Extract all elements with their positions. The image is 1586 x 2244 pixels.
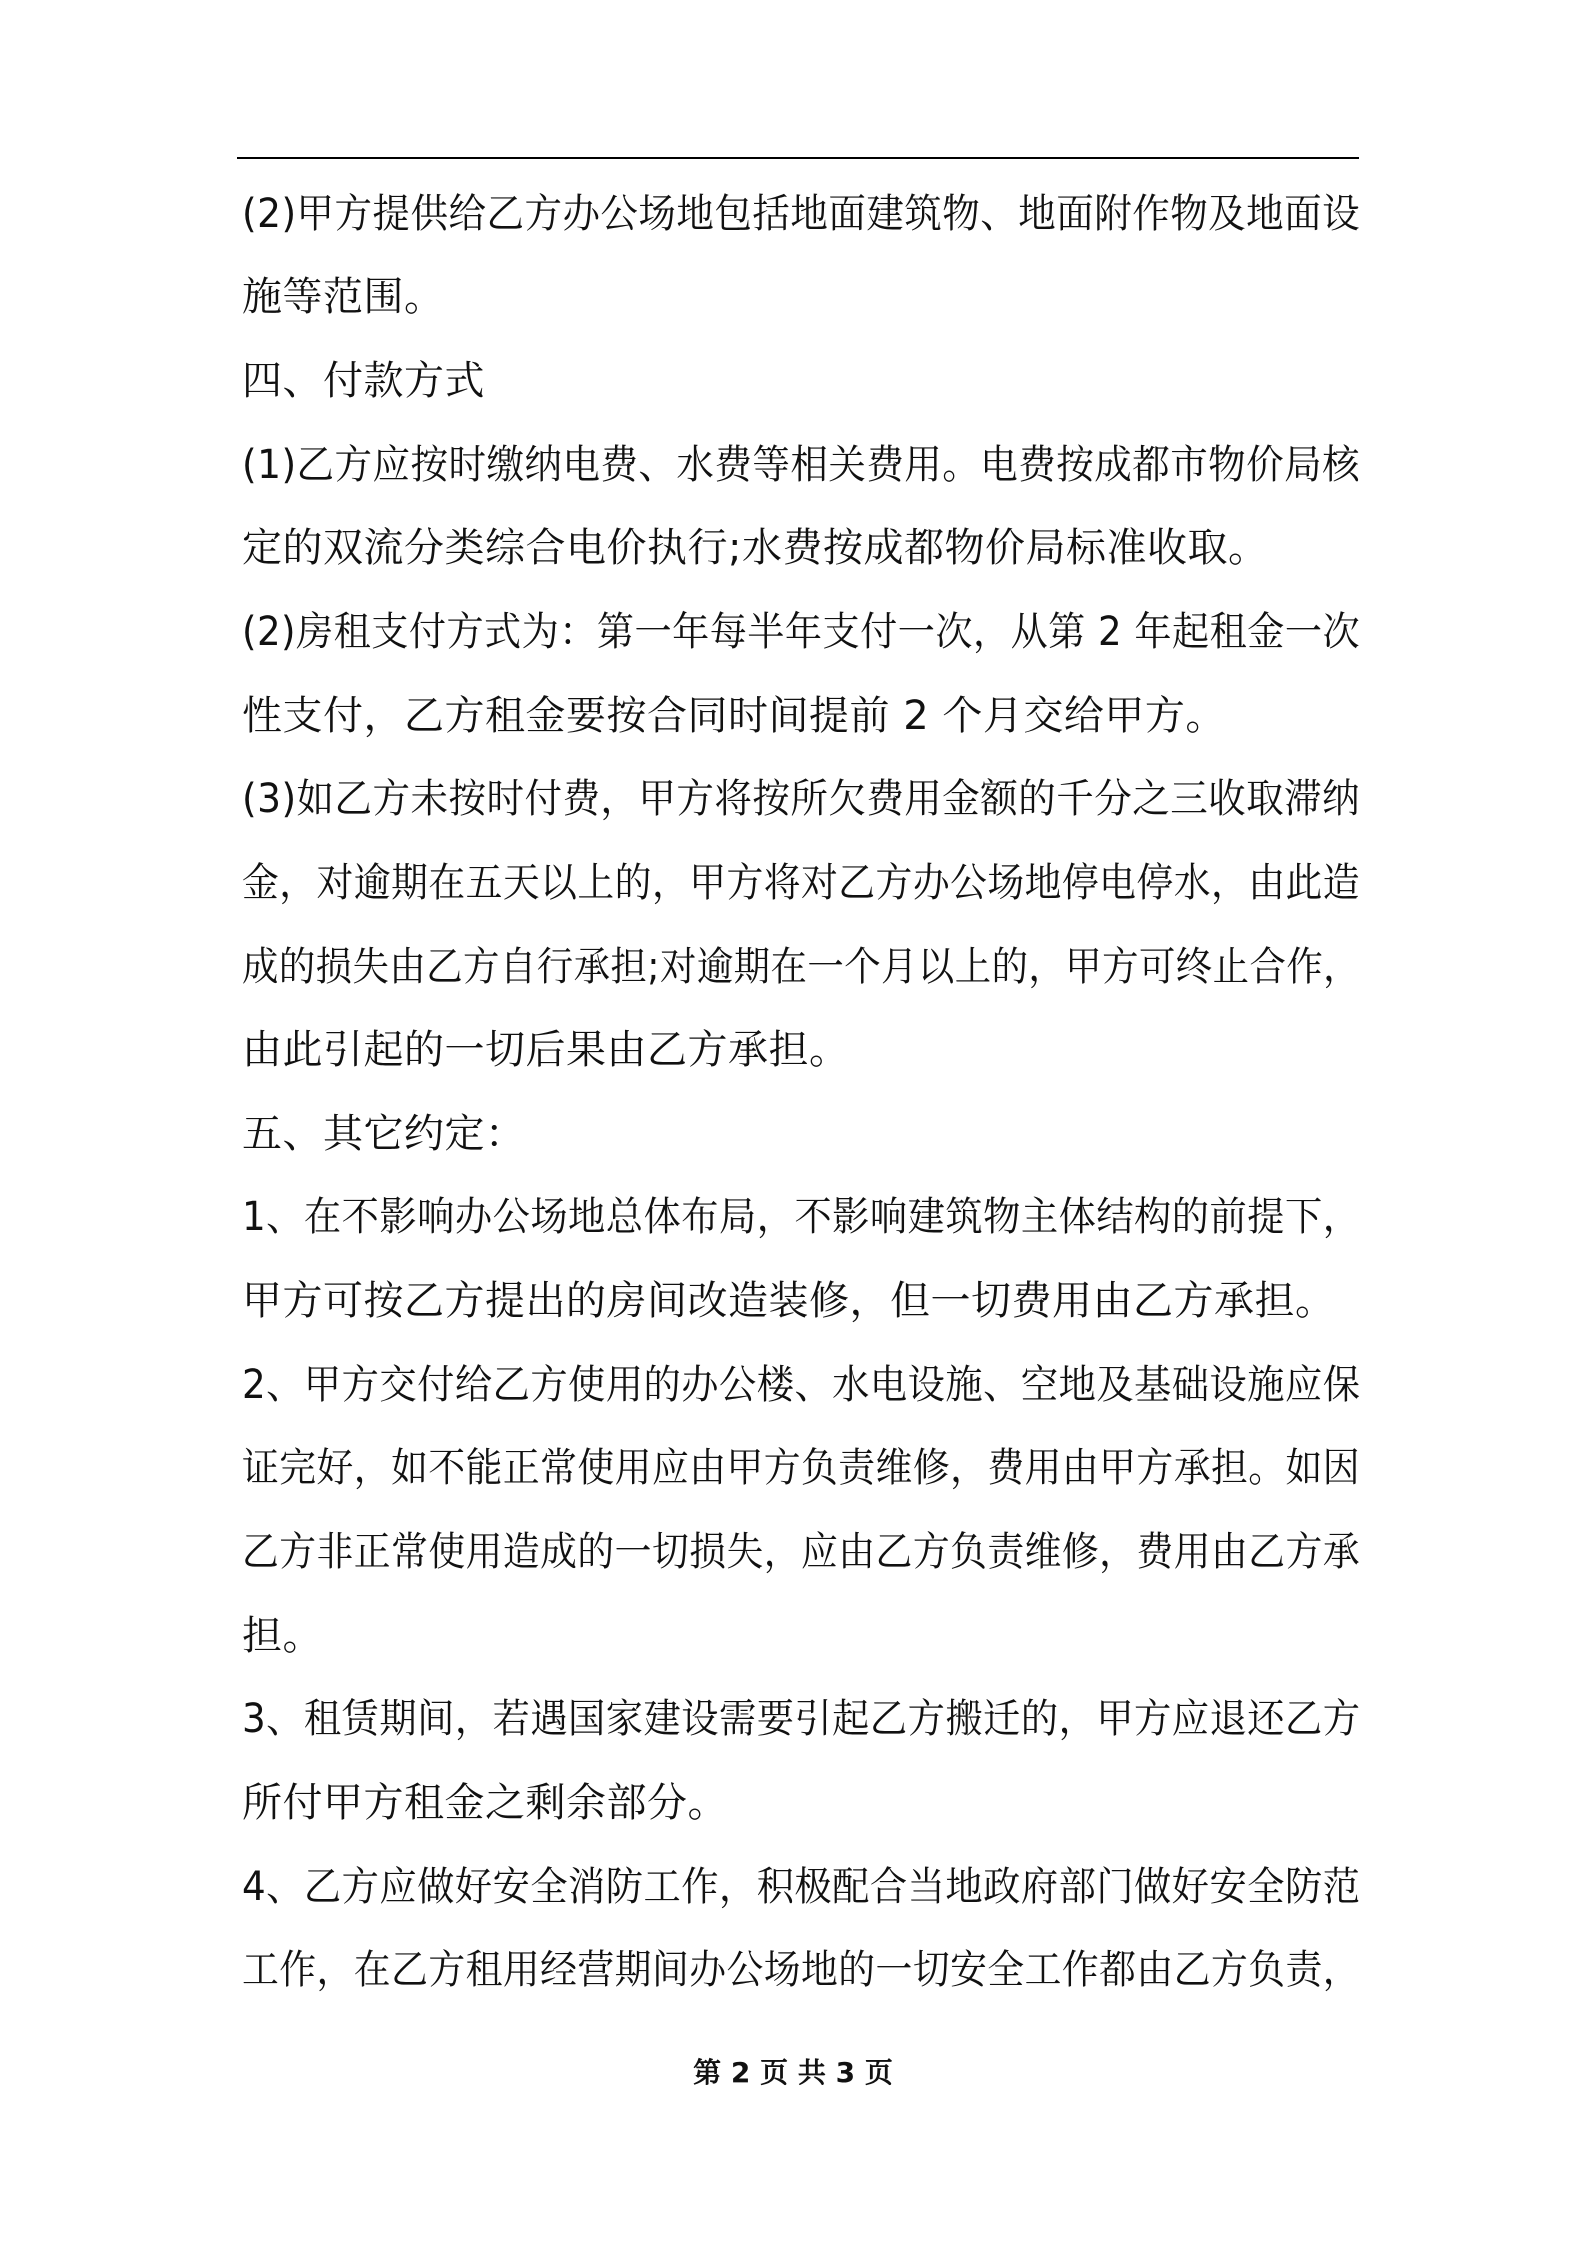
text-line: 金，对逾期在五天以上的，甲方将对乙方办公场地停电停水，由此造 [242, 860, 1361, 906]
text-line: 4、乙方应做好安全消防工作，积极配合当地政府部门做好安全防范 [242, 1864, 1361, 1910]
text-line: 证完好，如不能正常使用应由甲方负责维修，费用由甲方承担。如因 [242, 1445, 1361, 1491]
text-line: 成的损失由乙方自行承担;对逾期在一个月以上的，甲方可终止合作， [242, 944, 1361, 990]
text-line: 定的双流分类综合电价执行;水费按成都物价局标准收取。 [242, 525, 1269, 571]
text-line: 由此引起的一切后果由乙方承担。 [242, 1027, 850, 1073]
text-line: 甲方可按乙方提出的房间改造装修，但一切费用由乙方承担。 [242, 1278, 1336, 1324]
header-rule [237, 157, 1359, 159]
text-line: 施等范围。 [242, 274, 445, 320]
text-line: 所付甲方租金之剩余部分。 [242, 1780, 728, 1826]
text-line: 担。 [242, 1613, 323, 1659]
section-heading: 五、其它约定： [242, 1111, 526, 1157]
text-line: (2)甲方提供给乙方办公场地包括地面建筑物、地面附作物及地面设 [242, 191, 1361, 237]
section-heading: 四、付款方式 [242, 358, 485, 404]
text-line: 工作，在乙方租用经营期间办公场地的一切安全工作都由乙方负责， [242, 1947, 1361, 1993]
text-line: (3)如乙方未按时付费，甲方将按所欠费用金额的千分之三收取滞纳 [242, 776, 1361, 822]
text-line: 性支付，乙方租金要按合同时间提前 2 个月交给甲方。 [242, 693, 1226, 739]
text-line: 3、租赁期间，若遇国家建设需要引起乙方搬迁的，甲方应退还乙方 [242, 1696, 1361, 1742]
text-line: (2)房租支付方式为：第一年每半年支付一次，从第 2 年起租金一次 [242, 609, 1361, 655]
text-line: 乙方非正常使用造成的一切损失，应由乙方负责维修，费用由乙方承 [242, 1529, 1361, 1575]
text-line: 2、甲方交付给乙方使用的办公楼、水电设施、空地及基础设施应保 [242, 1362, 1361, 1408]
page-number: 第 2 页 共 3 页 [693, 2056, 893, 2089]
text-line: (1)乙方应按时缴纳电费、水费等相关费用。电费按成都市物价局核 [242, 442, 1361, 488]
text-line: 1、在不影响办公场地总体布局，不影响建筑物主体结构的前提下， [242, 1194, 1361, 1240]
